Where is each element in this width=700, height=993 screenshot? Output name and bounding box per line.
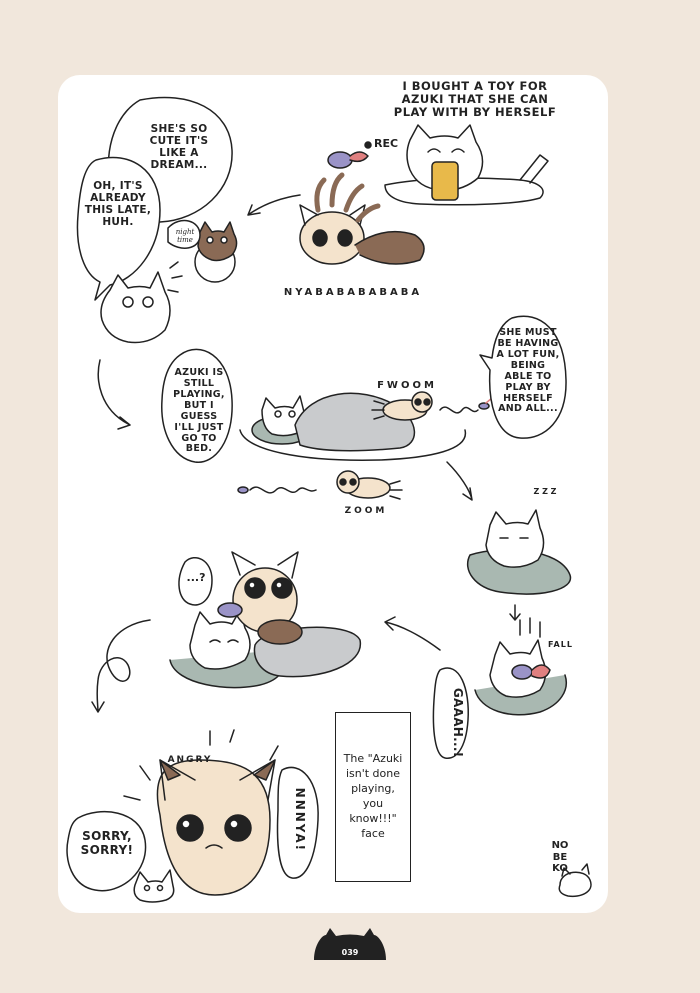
bubble-gaaah-text: GAAAH...!	[450, 687, 465, 758]
sfx-fwoom: FWOOM	[377, 380, 437, 391]
arrow-4	[510, 605, 520, 620]
owl-clock	[195, 222, 237, 282]
arrow-6	[92, 620, 150, 712]
bubble-cute-text: SHE'S SO CUTE IT'S LIKE A DREAM...	[149, 123, 209, 172]
arrow-1	[248, 195, 300, 215]
sfx-zzz: Z Z Z	[533, 487, 557, 496]
sfx-question: ...?	[186, 571, 206, 584]
bubble-sorry-text: SORRY, SORRY!	[80, 829, 134, 857]
bubble-having-fun-text: SHE MUST BE HAVING A LOT FUN, BEING ABLE TO PLAY BY HERSELF AND ALL...	[496, 327, 560, 415]
face-note-box	[335, 712, 411, 882]
owner-sleeping	[468, 510, 571, 594]
arrow-3	[447, 462, 472, 500]
bubble-late-text: OH, IT'S ALREADY THIS LATE, HUH.	[84, 180, 152, 229]
bubble-still-playing-text: AZUKI IS STILL PLAYING, BUT I GUESS I'LL JUST GO TO BED.	[173, 367, 225, 455]
toy-trail-right	[440, 407, 478, 413]
cat-playing-toy	[300, 152, 424, 264]
face-note-text: The "Azuki isn't done playing, you know!!!" face	[343, 752, 403, 840]
sfx-angry: ANGRY	[167, 755, 213, 765]
bubble-nnnya-text: NNNYA!	[292, 787, 307, 853]
bubble-night-time-text: night time	[175, 228, 195, 245]
arrow-2	[98, 360, 130, 429]
rec-label: REC	[374, 137, 399, 150]
sfx-fall: FALL	[548, 640, 573, 649]
sfx-zoom: ZOOM	[344, 506, 388, 516]
owner-falling-toy	[475, 618, 566, 715]
arrow-5	[385, 617, 440, 650]
sfx-nyababa: NYABABABABABA	[283, 287, 423, 298]
page-title: I BOUGHT A TOY FOR AZUKI THAT SHE CAN PLAY WITH BY HERSELF	[393, 79, 557, 120]
cat-running-zoom	[337, 471, 402, 499]
rec-dot	[365, 142, 371, 148]
small-owner-face	[134, 870, 174, 902]
toy-trail-left	[250, 487, 316, 493]
page-number: 039	[341, 948, 359, 957]
signature: NO BE KO	[551, 840, 569, 874]
owner-lying-with-phone	[385, 125, 548, 205]
